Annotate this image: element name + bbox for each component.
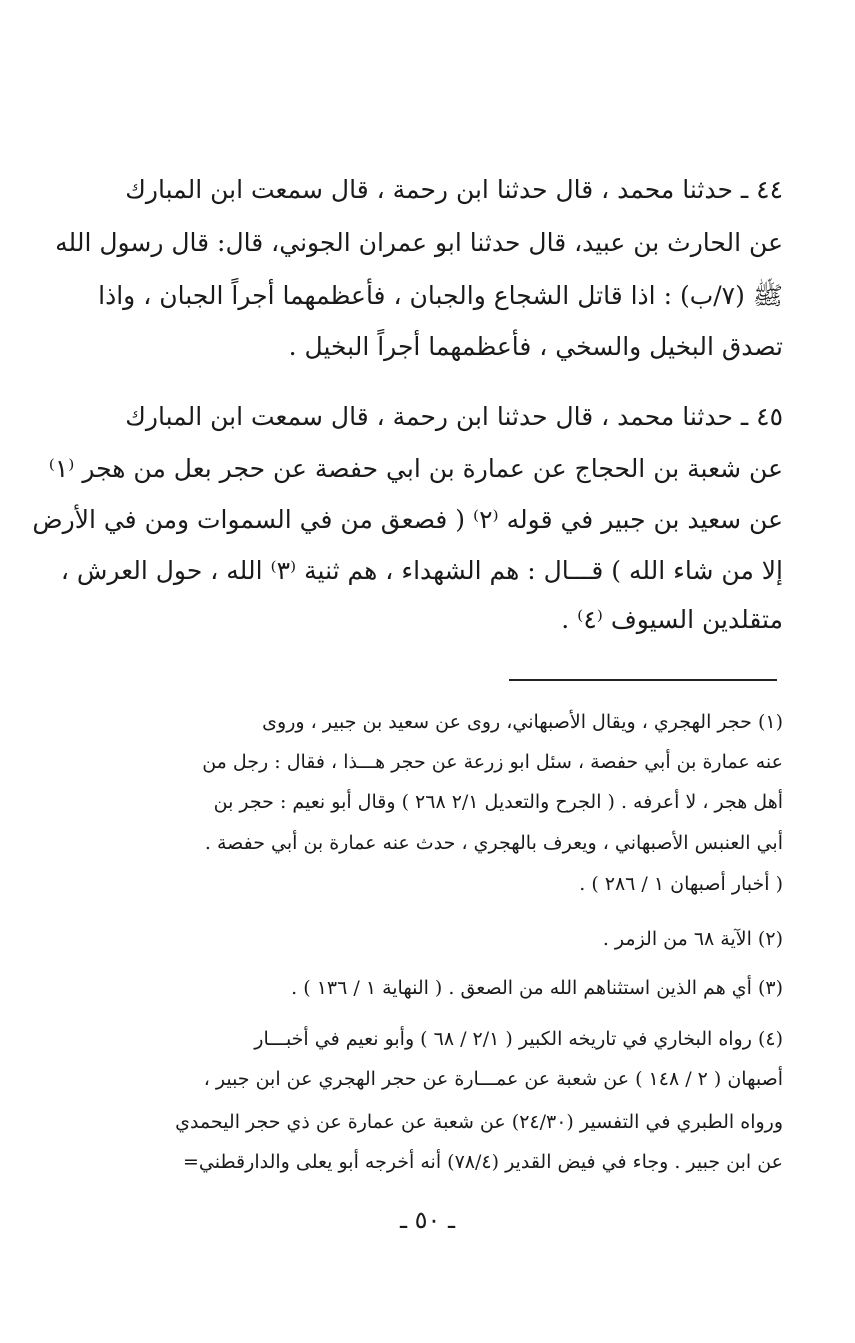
hadith-44-line: تصدق البخيل والسخي ، فأعظمهما أجراً البخيل .	[288, 332, 783, 361]
footnote-line: ( أخبار أصبهان ١ / ٢٨٦ ) .	[579, 873, 783, 895]
footnote-line: أصبهان ( ٢ / ١٤٨ ) عن شعبة عن عمـــارة عن حجر الهجري عن ابن جبير ،	[203, 1068, 783, 1090]
hadith-44-line: عن الحارث بن عبيد، قال حدثنا ابو عمران الجوني، قال: قال رسول الله	[55, 228, 783, 257]
footnote-line: (٣) أي هم الذين استثناهم الله من الصعق . ( النهاية ١ / ١٣٦ ) .	[291, 977, 783, 999]
hadith-45-line: عن سعيد بن جبير في قوله ⁽٢⁾ ( فصعق من في السموات ومن في الأرض	[32, 505, 783, 534]
hadith-45-line: عن شعبة بن الحجاج عن عمارة بن ابي حفصة عن حجر بعل من هجر ⁽١⁾	[48, 454, 783, 483]
hadith-45-line: متقلدين السيوف ⁽٤⁾ .	[561, 605, 783, 634]
footnote-separator	[509, 679, 777, 681]
footnote-line: (٤) رواه البخاري في تاريخه الكبير ( ٢/١ / ٦٨ ) وأبو نعيم في أخبـــار	[254, 1028, 783, 1050]
hadith-44-line: ﷺ (٧/ب) : اذا قاتل الشجاع والجبان ، فأعظمهما أجراً الجبان ، واذا	[98, 281, 783, 310]
footnote-line: عنه عمارة بن أبي حفصة ، سئل ابو زرعة عن حجر هـــذا ، فقال : رجل من	[202, 751, 783, 773]
hadith-45-line: إلا من شاء الله ) قـــال : هم الشهداء ، هم ثنية ⁽٣⁾ الله ، حول العرش ،	[60, 556, 783, 585]
hadith-45-line: ٤٥ ـ حدثنا محمد ، قال حدثنا ابن رحمة ، قال سمعت ابن المبارك	[125, 402, 783, 431]
footnote-line: (١) حجر الهجري ، ويقال الأصبهاني، روى عن سعيد بن جبير ، وروى	[262, 711, 783, 733]
footnote-line: أهل هجر ، لا أعرفه . ( الجرح والتعديل ٢/١ ٢٦٨ ) وقال أبو نعيم : حجر بن	[213, 791, 783, 813]
page-number: ـ ٥٠ ـ	[399, 1206, 456, 1234]
footnote-line: أبي العنبس الأصبهاني ، ويعرف بالهجري ، حدث عنه عمارة بن أبي حفصة .	[204, 832, 783, 854]
footnote-line: (٢) الآية ٦٨ من الزمر .	[602, 928, 783, 950]
footnote-line: عن ابن جبير . وجاء في فيض القدير (٧٨/٤) أنه أخرجه أبو يعلى والدارقطني=	[182, 1151, 783, 1173]
footnote-line: ورواه الطبري في التفسير (٢٤/٣٠) عن شعبة عن عمارة عن ذي حجر اليحمدي	[175, 1111, 783, 1133]
hadith-44-line: ٤٤ ـ حدثنا محمد ، قال حدثنا ابن رحمة ، قال سمعت ابن المبارك	[125, 175, 783, 204]
